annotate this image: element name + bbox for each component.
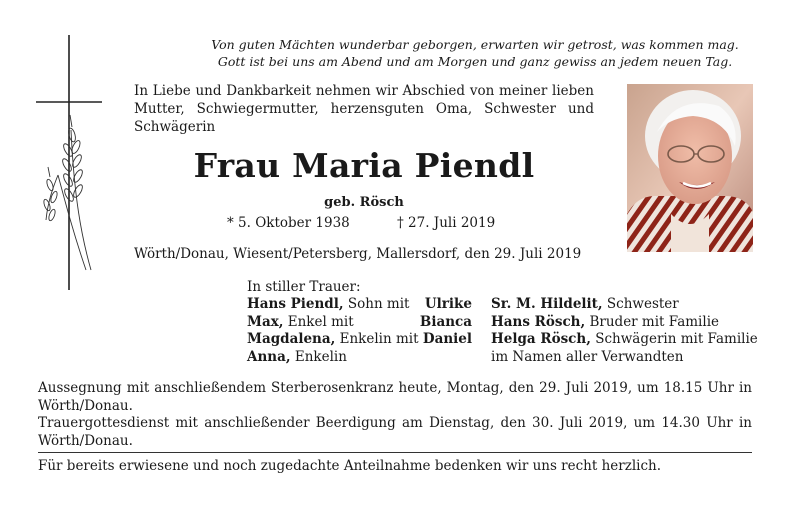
mourner-relation: Sohn mit [343, 296, 410, 312]
divider [38, 452, 752, 453]
mourners-right [491, 296, 761, 366]
mourner-relation: Enkelin mit [335, 331, 419, 347]
mourner-name: Max, [247, 313, 284, 330]
mourners-left [247, 296, 472, 366]
place-date: Wörth/Donau, Wiesent/Petersberg, Mallersdorf, den 29. Juli 2019 [134, 246, 582, 262]
mourner-row [491, 314, 761, 332]
birth-date: * 5. Oktober 1938 [227, 215, 350, 231]
mourner-row [247, 296, 472, 314]
mourner-relation: Schwester [602, 296, 679, 312]
mourner-row [491, 331, 761, 349]
mourner-row [491, 349, 761, 367]
service-funeral: Trauergottesdienst mit anschließender Beerdigung am Dienstag, den 30. Juli 2019, um 14.30 Uhr in Wörth/Donau. [38, 415, 752, 449]
mourner-row [491, 296, 761, 314]
mourner-name: Daniel [422, 331, 472, 347]
quote-line-1: Von guten Mächten wunderbar geborgen, erwarten wir getrost, was kommen mag. [211, 37, 739, 52]
mourner-name: Anna, [247, 348, 291, 365]
mourner-relation: Schwägerin mit Familie [590, 331, 758, 347]
deceased-name: Frau Maria Piendl [193, 146, 535, 185]
mourner-name: Hans Rösch, [491, 313, 586, 330]
mourner-row [247, 331, 472, 349]
mourner-name: Sr. M. Hildelit, [491, 296, 603, 312]
portrait-photo [627, 84, 753, 252]
mourner-relation: Enkel mit [283, 313, 354, 330]
service-rosary: Aussegnung mit anschließendem Sterberosenkranz heute, Montag, den 29. Juli 2019, um 18.15 Uhr in Wörth/Donau. [38, 380, 752, 414]
quote-line-2: Gott ist bei uns am Abend und am Morgen und ganz gewiss an jedem neuen Tag. [217, 54, 733, 69]
mourner-row [247, 349, 472, 367]
mourner-row [247, 314, 472, 332]
birth-name: geb. Rösch [324, 195, 404, 210]
thanks-text: Für bereits erwiesene und noch zugedachte Anteilnahme bedenken wir uns recht herzlich. [38, 458, 662, 474]
mourner-name: Ulrike [424, 296, 472, 312]
mourner-name: Bianca [419, 313, 472, 330]
mourners-title: In stiller Trauer: [247, 279, 361, 295]
mourner-relation: im Namen aller Verwandten [491, 348, 684, 365]
quote [200, 36, 750, 70]
mourner-name: Magdalena, [247, 331, 336, 347]
mourner-name: Hans Piendl, [247, 296, 344, 312]
mourner-relation: Enkelin [290, 348, 347, 365]
death-date: † 27. Juli 2019 [397, 215, 496, 231]
mourner-name: Helga Rösch, [491, 331, 591, 347]
mourner-relation: Bruder mit Familie [585, 313, 720, 330]
service-details [38, 380, 752, 450]
cross-with-wheat-icon [36, 35, 106, 290]
intro-text: In Liebe und Dankbarkeit nehmen wir Abschied von meiner lieben Mutter, Schwiegermutter, herzensguten Oma, Schwester und Schwägerin [134, 83, 594, 135]
